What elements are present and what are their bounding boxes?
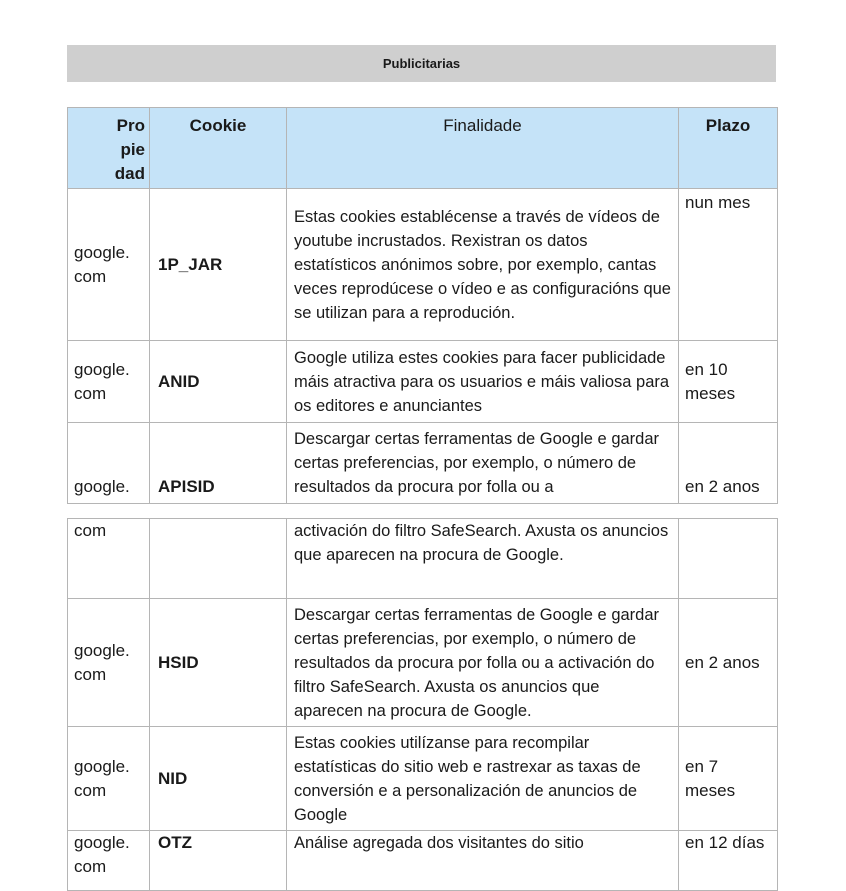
row-finalidade: Descargar certas ferramentas de Google e gardar certas preferencias, por exemplo, o número de resultados da procura por folla ou a <box>287 423 679 504</box>
table-row <box>68 599 778 727</box>
row-plazo: en 7 meses <box>679 727 778 831</box>
table-header-row <box>68 108 778 189</box>
row-finalidade: Google utiliza estes cookies para facer publicidade máis atractiva para os usuarios e máis valiosa para os editores e anunciantes <box>287 341 679 423</box>
row-propiedad: com <box>68 519 150 599</box>
table-row <box>68 727 778 831</box>
row-finalidade: Análise agregada dos visitantes do sitio <box>287 831 679 891</box>
row-plazo: en 10 meses <box>679 341 778 423</box>
table-row <box>68 189 778 341</box>
row-cookie-name <box>150 519 287 599</box>
row-finalidade: Descargar certas ferramentas de Google e gardar certas preferencias, por exemplo, o número de resultados da procura por folla ou a activación do filtro SafeSearch. Axusta os anuncios que aparecen na procura de Google. <box>287 599 679 727</box>
section-title: Publicitarias <box>67 45 776 82</box>
row-propiedad: google. <box>68 423 150 504</box>
row-plazo <box>679 519 778 599</box>
row-propiedad: google. com <box>68 341 150 423</box>
cookies-table <box>67 107 778 504</box>
row-cookie-name: 1P_JAR <box>150 189 287 341</box>
header-finalidade: Finalidade <box>287 108 679 189</box>
row-plazo: nun mes <box>679 189 778 341</box>
table-row <box>68 423 778 504</box>
row-propiedad: google. com <box>68 599 150 727</box>
row-propiedad: google. com <box>68 727 150 831</box>
row-propiedad: google. com <box>68 831 150 891</box>
row-propiedad: google. com <box>68 189 150 341</box>
row-plazo: en 12 días <box>679 831 778 891</box>
header-plazo: Plazo <box>679 108 778 189</box>
row-finalidade: Estas cookies establécense a través de vídeos de youtube incrustados. Rexistran os datos estatísticos anónimos sobre, por exemplo, cantas veces reprodúcese o vídeo e as configuracións que se utilizan para a reprodución. <box>287 189 679 341</box>
row-finalidade: activación do filtro SafeSearch. Axusta os anuncios que aparecen na procura de Google. <box>287 519 679 599</box>
row-cookie-name: NID <box>150 727 287 831</box>
header-propiedad: Pro pie dad <box>68 108 150 189</box>
row-plazo: en 2 anos <box>679 423 778 504</box>
row-finalidade: Estas cookies utilízanse para recompilar estatísticas do sitio web e rastrexar as taxas de conversión e a personalización de anuncios de Google <box>287 727 679 831</box>
row-plazo: en 2 anos <box>679 599 778 727</box>
table-row <box>68 341 778 423</box>
header-cookie: Cookie <box>150 108 287 189</box>
table-row-continuation <box>68 519 778 599</box>
row-cookie-name: HSID <box>150 599 287 727</box>
cookies-table-continued <box>67 518 778 891</box>
row-cookie-name: ANID <box>150 341 287 423</box>
table-row <box>68 831 778 891</box>
row-cookie-name: APISID <box>150 423 287 504</box>
row-cookie-name: OTZ <box>150 831 287 891</box>
